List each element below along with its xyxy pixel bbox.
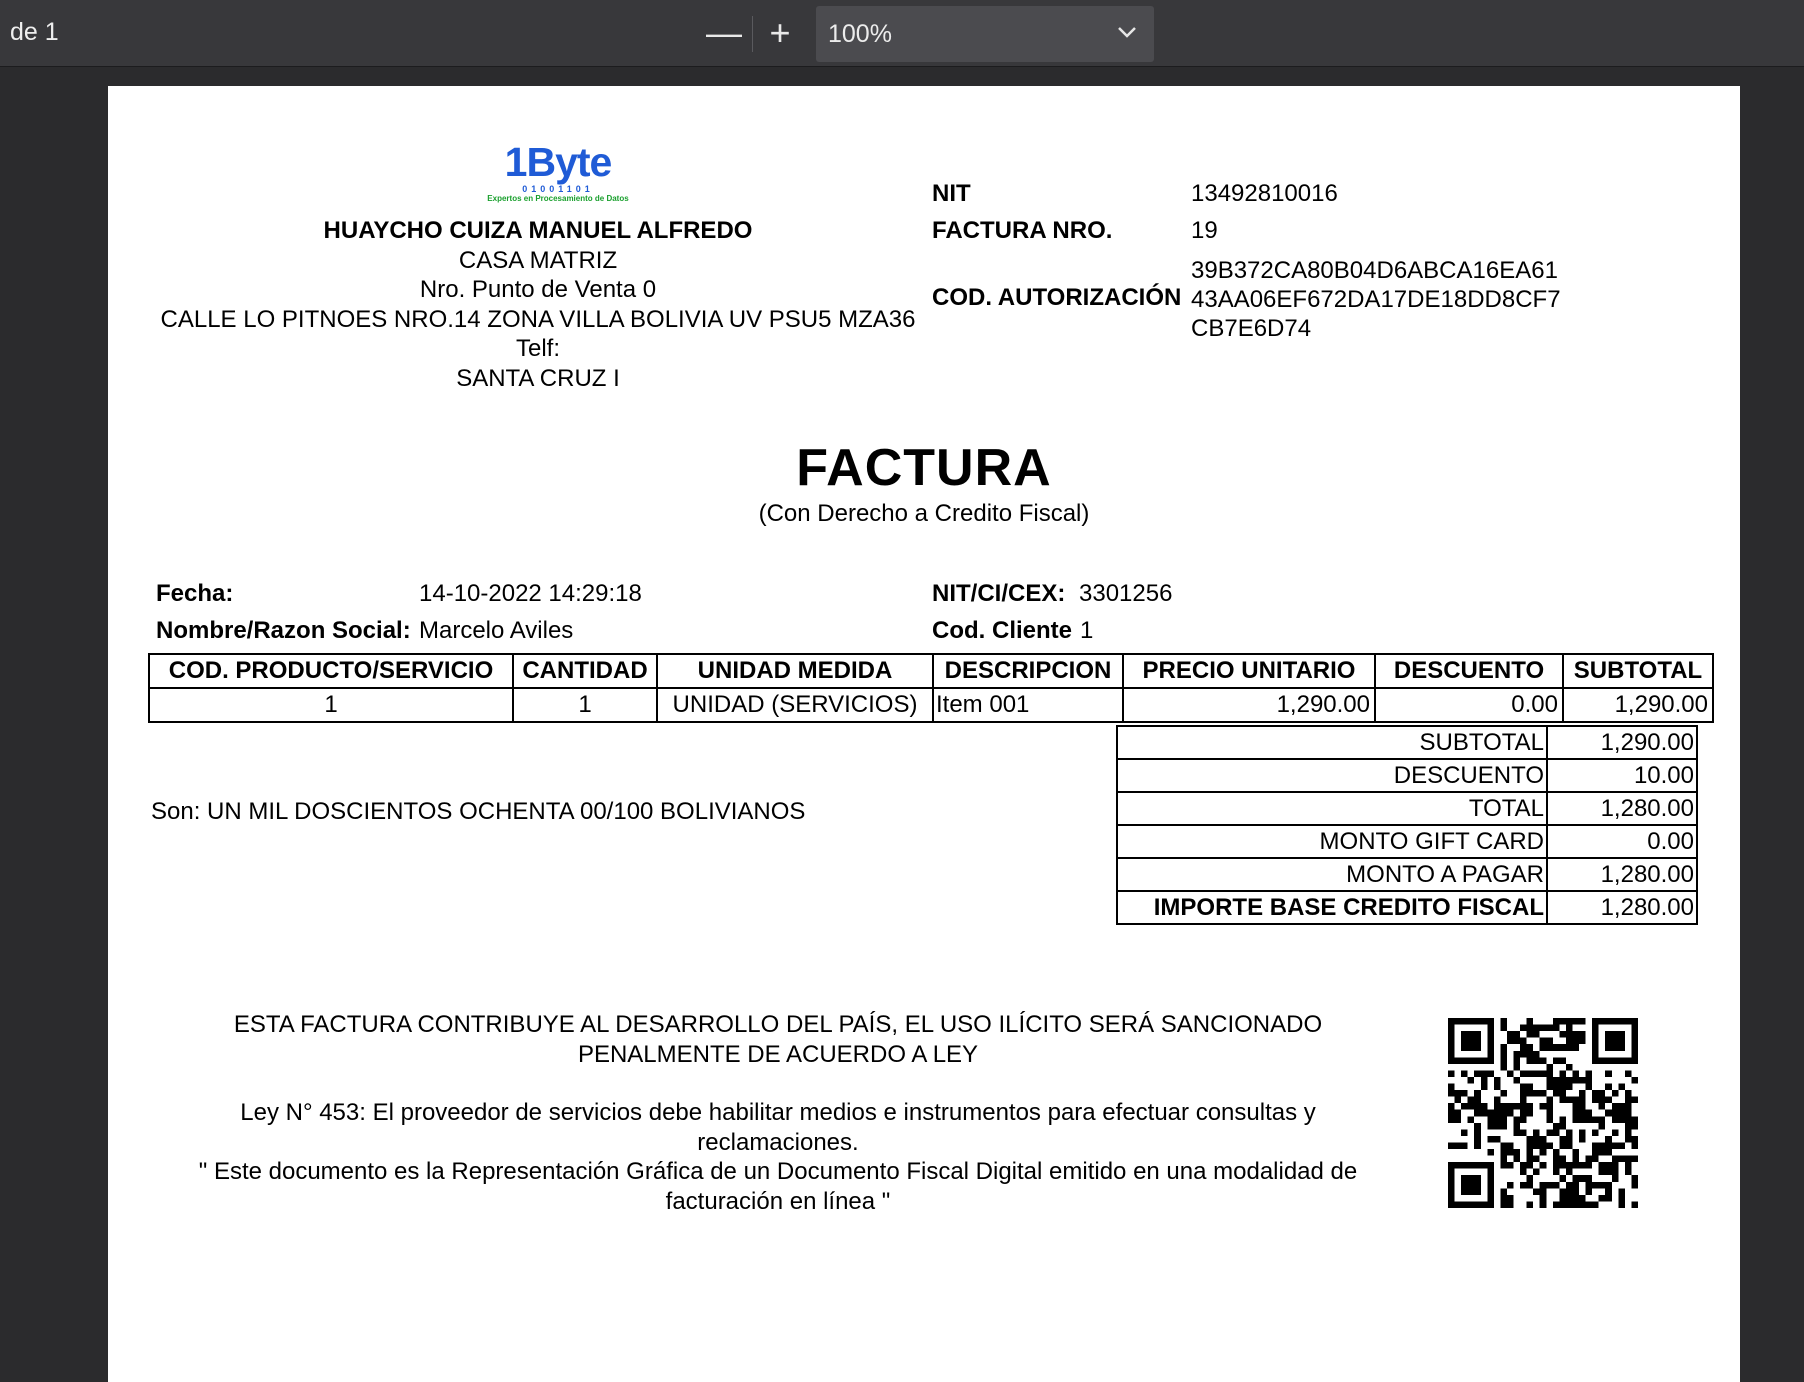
zoom-out-button[interactable]: —	[706, 12, 742, 53]
legal-disclaimer	[168, 1098, 1388, 1216]
legal-line: " Este documento es la Representación Gráfica de un Documento Fiscal Digital emitido en una modalidad de	[198, 1158, 1358, 1185]
totals-label: SUBTOTAL	[1117, 726, 1547, 759]
document-subtitle: (Con Derecho a Credito Fiscal)	[758, 500, 1090, 527]
client-code-value: 1	[1080, 617, 1094, 644]
column-header: CANTIDAD	[513, 654, 657, 688]
column-header: PRECIO UNITARIO	[1123, 654, 1375, 688]
column-header: DESCUENTO	[1375, 654, 1563, 688]
legal-notice	[168, 1010, 1388, 1069]
client-nit-value: 3301256	[1079, 580, 1173, 607]
totals-value: 1,290.00	[1547, 726, 1697, 759]
totals-row	[1117, 759, 1697, 792]
nit-label: NIT	[932, 180, 971, 207]
auth-code-line: 39B372CA80B04D6ABCA16EA61	[1191, 257, 1558, 284]
totals-label: TOTAL	[1117, 792, 1547, 825]
legal-line: ESTA FACTURA CONTRIBUYE AL DESARROLLO DEL PAÍS, EL USO ILÍCITO SERÁ SANCIONADO	[233, 1011, 1323, 1038]
fecha-value: 14-10-2022 14:29:18	[419, 580, 642, 607]
nit-value: 13492810016	[1191, 180, 1338, 207]
legal-line: PENALMENTE DE ACUERDO A LEY	[577, 1040, 979, 1068]
cell-quantity: 1	[513, 688, 657, 722]
logo-bits: 01001101	[522, 184, 594, 194]
auth-code-value	[1191, 256, 1561, 343]
page-count-label: de 1	[10, 18, 59, 46]
cell-subtotal: 1,290.00	[1563, 688, 1713, 722]
column-header: SUBTOTAL	[1563, 654, 1713, 688]
amount-in-words: Son: UN MIL DOSCIENTOS OCHENTA 00/100 BOLIVIANOS	[151, 798, 806, 825]
totals-value: 1,280.00	[1547, 858, 1697, 891]
issuer-name: HUAYCHO CUIZA MANUEL ALFREDO	[323, 217, 753, 244]
auth-code-label: COD. AUTORIZACIÓN	[932, 284, 1182, 311]
issuer-point-of-sale: Nro. Punto de Venta 0	[419, 276, 657, 303]
invoice-number-label: FACTURA NRO.	[932, 217, 1113, 244]
invoice-page	[108, 86, 1740, 1382]
chevron-down-icon	[1116, 24, 1138, 40]
totals-row	[1117, 825, 1697, 858]
auth-code-line: CB7E6D74	[1191, 315, 1312, 342]
totals-row	[1117, 858, 1697, 891]
nombre-label: Nombre/Razon Social:	[156, 617, 411, 644]
client-nit-label: NIT/CI/CEX:	[932, 580, 1066, 607]
nombre-value: Marcelo Aviles	[419, 617, 574, 644]
qr-code-icon	[1448, 1018, 1638, 1208]
column-header: DESCRIPCION	[933, 654, 1123, 688]
totals-value: 1,280.00	[1547, 891, 1697, 924]
column-header: UNIDAD MEDIDA	[657, 654, 933, 688]
totals-row	[1117, 792, 1697, 825]
totals-row	[1117, 726, 1697, 759]
toolbar-divider	[752, 16, 753, 52]
totals-label: IMPORTE BASE CREDITO FISCAL	[1117, 891, 1547, 924]
totals-value: 0.00	[1547, 825, 1697, 858]
logo-tagline: Expertos en Procesamiento de Datos	[487, 194, 629, 203]
issuer-block	[148, 216, 928, 393]
totals-value: 10.00	[1547, 759, 1697, 792]
totals-label: DESCUENTO	[1117, 759, 1547, 792]
company-logo	[458, 140, 658, 204]
table-row	[149, 688, 1713, 722]
column-header: COD. PRODUCTO/SERVICIO	[149, 654, 513, 688]
legal-line: reclamaciones.	[697, 1128, 859, 1156]
legal-line: Ley N° 453: El proveedor de servicios debe habilitar medios e instrumentos para efectuar consultas y	[240, 1099, 1316, 1126]
totals-label: MONTO GIFT CARD	[1117, 825, 1547, 858]
logo-text: 1Byte	[504, 139, 612, 185]
issuer-branch: CASA MATRIZ	[458, 246, 618, 274]
totals-value: 1,280.00	[1547, 792, 1697, 825]
cell-discount: 0.00	[1375, 688, 1563, 722]
totals-label: MONTO A PAGAR	[1117, 858, 1547, 891]
invoice-number-value: 19	[1191, 217, 1218, 244]
fecha-label: Fecha:	[156, 580, 234, 607]
table-header-row	[149, 654, 1713, 688]
pdf-toolbar	[0, 0, 1804, 67]
items-table	[148, 653, 1714, 723]
issuer-address: CALLE LO PITNOES NRO.14 ZONA VILLA BOLIVIA UV PSU5 MZA36	[160, 305, 916, 333]
issuer-phone: Telf:	[515, 335, 560, 362]
client-code-label: Cod. Cliente	[932, 617, 1073, 644]
zoom-value: 100%	[828, 20, 892, 48]
document-title: FACTURA	[796, 439, 1052, 497]
legal-line: facturación en línea "	[665, 1187, 891, 1215]
cell-code: 1	[149, 688, 513, 722]
cell-unit-price: 1,290.00	[1123, 688, 1375, 722]
zoom-select[interactable]	[816, 6, 1154, 62]
zoom-in-button[interactable]: +	[769, 12, 791, 53]
auth-code-line: 43AA06EF672DA17DE18DD8CF7	[1191, 286, 1561, 313]
totals-table	[1116, 725, 1698, 925]
cell-description: Item 001	[933, 688, 1123, 722]
totals-row	[1117, 891, 1697, 924]
cell-unit: UNIDAD (SERVICIOS)	[657, 688, 933, 722]
issuer-city: SANTA CRUZ I	[456, 364, 620, 392]
